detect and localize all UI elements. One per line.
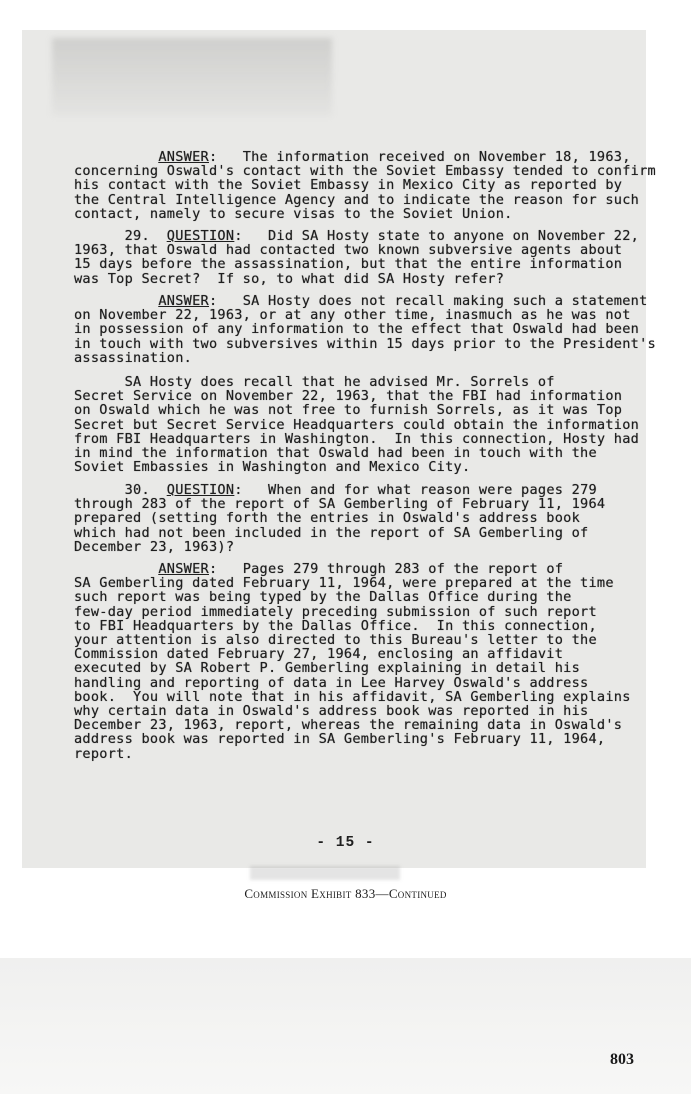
question-label: QUESTION xyxy=(166,228,235,244)
question-number: 29. xyxy=(124,228,167,244)
question-paragraph-30: 30. QUESTION: When and for what reason were pages 279 through 283 of the report of SA Gemberling of February 11, 1964 prepared (setting forth the entries in Oswald's address book which had not been included in the report of SA Gemberling of December 23, 1963)? xyxy=(74,482,606,555)
question-paragraph-29: 29. QUESTION: Did SA Hosty state to anyone on November 22, 1963, that Oswald had contacted two known subversive agents about 15 days before the assassination, but that the entire information was Top Secret? If so, to what did SA Hosty refer? xyxy=(74,228,640,287)
bleed-through-caption xyxy=(250,866,400,880)
bleed-through-header xyxy=(52,38,332,116)
answer-label: ANSWER xyxy=(158,561,209,577)
question-number: 30. xyxy=(124,482,167,498)
folio-number: 803 xyxy=(610,1051,634,1068)
exhibit-caption: Commission Exhibit 833—Continued xyxy=(244,886,447,901)
lower-page-shading xyxy=(0,958,691,1094)
hosty-sorrels-paragraph: SA Hosty does recall that he advised Mr. Sorrels of Secret Service on November 22, 1963, that the FBI had information on Oswald which he was not free to furnish Sorrels, as it was Top Secret but Secret Service Headquarters could obtain the information from FBI Headquarters in Washington. In this connection, Hosty had in mind the information that Oswald had been in touch with the Soviet Embassies in Washington and Mexico City. xyxy=(74,374,640,476)
answer-paragraph-1: ANSWER: The information received on November 18, 1963, concerning Oswald's contact with the Soviet Embassy tended to confirm his contact with the Soviet Embassy in Mexico City as reported by the Central Intelligence Agency and to indicate the reason for such contact, namely to secure visas to the Soviet Union. xyxy=(74,149,656,222)
answer-paragraph-30: ANSWER: Pages 279 through 283 of the report of SA Gemberling dated February 11, 1964, were prepared at the time such report was being typed by the Dallas Office during the few-day period immediately preceding submission of such report to FBI Headquarters by the Dallas Office. In this connection, your attention is also directed to this Bureau's letter to the Commission dated February 27, 1964, enclosing an affidavit executed by SA Robert P. Gemberling explaining in detail his handling and reporting of data in Lee Harvey Oswald's address book. You will note that in his affidavit, SA Gemberling explains why certain data in Oswald's address book was reported in his December 23, 1963, report, whereas the remaining data in Oswald's address book was reported in SA Gemberling's February 11, 1964, report. xyxy=(74,561,631,762)
answer-paragraph-29: ANSWER: SA Hosty does not recall making such a statement on November 22, 1963, or at any other time, inasmuch as he was not in possession of any information to the effect that Oswald had been in touch with two subversives within 15 days prior to the President's assassination. xyxy=(74,293,656,366)
question-label: QUESTION xyxy=(166,482,235,498)
answer-label: ANSWER xyxy=(158,149,209,165)
page-number: - 15 - xyxy=(316,835,375,851)
answer-label: ANSWER xyxy=(158,293,209,309)
